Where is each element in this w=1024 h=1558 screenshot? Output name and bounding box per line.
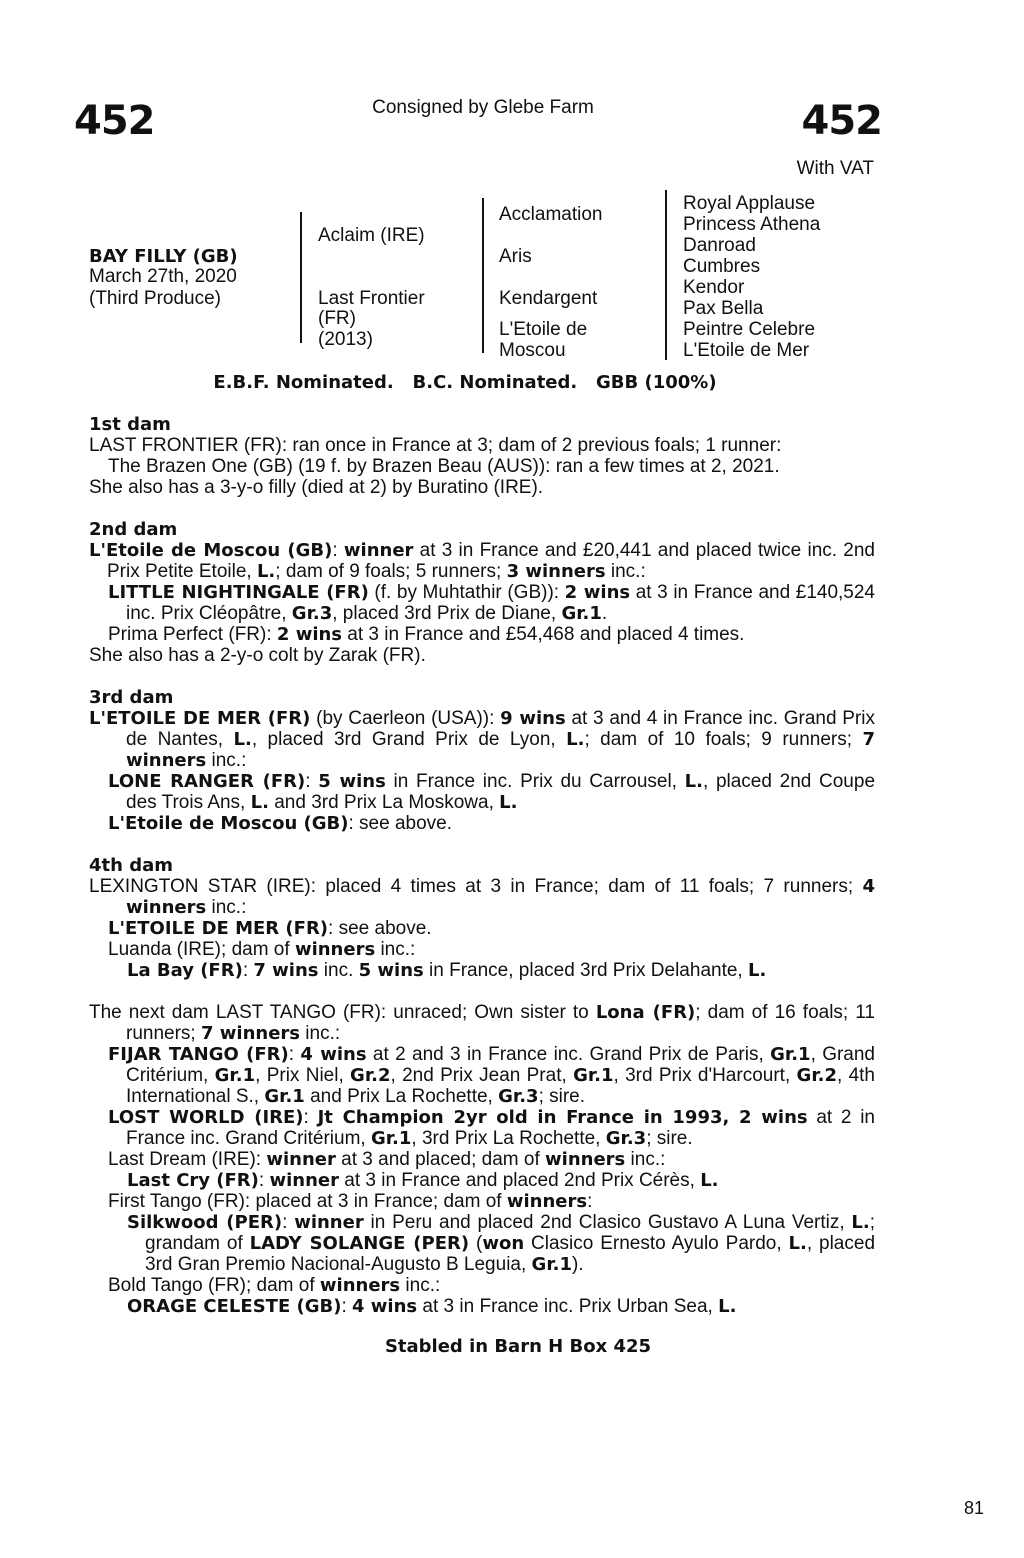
race-grade: L. — [747, 960, 767, 981]
horse-name: ORAGE CELESTE (GB) — [127, 1296, 342, 1317]
text: , Grand Critérium, — [126, 1044, 875, 1086]
fourth-dam-text — [89, 876, 875, 918]
highlight: winners — [319, 1275, 401, 1296]
text: and Prix La Rochette, — [304, 1086, 499, 1107]
text: inc.: — [400, 1275, 441, 1296]
highlight: winner — [266, 1149, 336, 1170]
text: : see above. — [328, 918, 432, 939]
horse-name: LOST WORLD (IRE) — [108, 1107, 304, 1128]
race-grade: L. — [788, 1233, 807, 1254]
race-grade: Gr.2 — [350, 1065, 391, 1086]
produce-entry — [89, 918, 875, 939]
text: Bold Tango (FR); dam of — [108, 1275, 320, 1296]
text: in Peru and placed 2nd Clasico Gustavo A Luna Vertiz, — [363, 1212, 852, 1233]
third-dam-text — [89, 708, 875, 771]
text: , placed 2nd Coupe des Trois Ans, — [126, 771, 876, 813]
granddam-paternal: Aris — [499, 246, 532, 267]
horse-name: LONE RANGER (FR) — [108, 771, 306, 792]
dam-year: (2013) — [318, 329, 373, 350]
race-grade: Gr.3 — [291, 603, 333, 624]
text: LEXINGTON STAR (IRE): placed 4 times at 3 in France; dam of 11 foals; 7 runners; — [89, 876, 863, 897]
pedigree-divider-3 — [665, 190, 667, 360]
produce-entry: The Brazen One (GB) (19 f. by Brazen Beau (AUS)): ran a few times at 2, 2021. — [108, 456, 780, 477]
produce-entry — [89, 1212, 875, 1275]
text: and 3rd Prix La Moskowa, — [268, 792, 500, 813]
text: : — [332, 540, 344, 561]
text: : — [305, 771, 319, 792]
great-grandparent-1: Royal Applause — [683, 193, 816, 214]
great-grandparent-3: Danroad — [683, 235, 756, 256]
text: : — [282, 1212, 295, 1233]
text: First Tango (FR): placed at 3 in France; dam of — [108, 1191, 507, 1212]
text: ; sire. — [538, 1086, 586, 1107]
great-grandparent-4: Cumbres — [683, 256, 761, 277]
text: at 3 in France and £140,524 inc. Prix Cléopâtre, — [126, 582, 876, 624]
text: Luanda (IRE); dam of — [108, 939, 295, 960]
text: , 2nd Prix Jean Prat, — [390, 1065, 574, 1086]
first-dam-text: LAST FRONTIER (FR): ran once in France at 3; dam of 2 previous foals; 1 runner: — [89, 435, 782, 456]
race-grade: Gr.1 — [264, 1086, 305, 1107]
text: , 4th International S., — [126, 1065, 875, 1107]
horse-name: LADY SOLANGE (PER) — [249, 1233, 470, 1254]
text: : — [242, 960, 254, 981]
highlight: 7 wins — [253, 960, 319, 981]
date-of-birth: March 27th, 2020 — [89, 266, 237, 287]
great-grandparent-5: Kendor — [683, 277, 745, 298]
race-grade: L. — [684, 771, 703, 792]
highlight: won — [482, 1233, 525, 1254]
lot-number-right: 452 — [801, 98, 882, 144]
horse-name: Silkwood (PER) — [127, 1212, 283, 1233]
text: ; dam of 16 foals; 11 runners; — [126, 1002, 875, 1044]
pedigree-divider-1 — [300, 212, 302, 343]
text: , 3rd Prix d'Harcourt, — [613, 1065, 797, 1086]
next-dam-section — [89, 1002, 875, 1317]
text: at 2 and 3 in France inc. Grand Prix de Paris, — [366, 1044, 771, 1065]
highlight: 5 wins — [318, 771, 386, 792]
highlight: 4 winners — [126, 876, 875, 918]
text: at 3 and 4 in France inc. Grand Prix de Nantes, — [126, 708, 875, 750]
text: inc. — [318, 960, 359, 981]
race-grade: L. — [499, 792, 518, 813]
produce-entry — [89, 1107, 875, 1149]
horse-name: L'Etoile de Moscou (GB) — [108, 813, 349, 834]
pedigree-divider-2 — [482, 198, 484, 353]
horse-name: L'Etoile de Moscou (GB) — [89, 540, 333, 561]
text: (by Caerleon (USA)): — [310, 708, 501, 729]
highlight: Jt Champion 2yr old in France in 1993, 2 wins — [317, 1107, 808, 1128]
text: (f. by Muhtathir (GB)): — [368, 582, 565, 603]
text: Clasico Ernesto Ayulo Pardo, — [524, 1233, 789, 1254]
great-grandparent-6: Pax Bella — [683, 298, 764, 319]
text: at 3 in France and placed 2nd Prix Cérès, — [338, 1170, 701, 1191]
text: in France, placed 3rd Prix Delahante, — [423, 960, 748, 981]
highlight: 7 winners — [200, 1023, 301, 1044]
dam-name: Last Frontier — [318, 288, 425, 309]
lot-number-left: 452 — [74, 98, 155, 144]
text: inc.: — [375, 939, 416, 960]
vat-note: With VAT — [796, 158, 874, 179]
stabling-info: Stabled in Barn H Box 425 — [384, 1336, 652, 1357]
horse-name: BAY FILLY (GB) — [89, 246, 238, 267]
dam-country: (FR) — [318, 308, 356, 329]
consignor: Consigned by Glebe Farm — [372, 97, 594, 118]
highlight: 4 wins — [352, 1296, 418, 1317]
highlight: winner — [343, 540, 414, 561]
race-grade: Gr.1 — [214, 1065, 256, 1086]
text: The next dam LAST TANGO (FR): unraced; Own sister to — [89, 1002, 596, 1023]
text: : — [587, 1191, 593, 1212]
first-dam-section — [89, 414, 875, 498]
third-dam-heading: 3rd dam — [89, 687, 174, 708]
text: ; dam of 10 foals; 9 runners; — [584, 729, 863, 750]
highlight: winner — [294, 1212, 364, 1233]
text: ; sire. — [646, 1128, 693, 1149]
grandsire-paternal: Acclamation — [499, 204, 603, 225]
highlight: 3 winners — [506, 561, 606, 582]
race-grade: L. — [256, 561, 276, 582]
second-dam-section — [89, 519, 875, 666]
text: ). — [572, 1254, 584, 1275]
text: , Prix Niel, — [255, 1065, 351, 1086]
horse-name: FIJAR TANGO (FR) — [108, 1044, 289, 1065]
highlight: winners — [294, 939, 376, 960]
text: , placed 3rd Prix de Diane, — [332, 603, 562, 624]
sire: Aclaim (IRE) — [318, 225, 425, 246]
next-dam-text — [89, 1002, 875, 1044]
highlight: 9 wins — [500, 708, 566, 729]
text: : — [303, 1107, 318, 1128]
text: in France inc. Prix du Carrousel, — [385, 771, 685, 792]
race-grade: L. — [700, 1170, 719, 1191]
grandsire-maternal: Kendargent — [499, 288, 598, 309]
catalogue-body — [89, 414, 875, 1317]
text: inc.: — [625, 1149, 666, 1170]
highlight: 5 wins — [358, 960, 424, 981]
race-grade: Gr.1 — [531, 1254, 572, 1275]
text: at 3 and placed; dam of — [335, 1149, 546, 1170]
nominations: E.B.F. Nominated. B.C. Nominated. GBB (100%) — [213, 372, 717, 393]
text: Prima Perfect (FR): — [108, 624, 277, 645]
produce-entry — [89, 1296, 875, 1317]
produce-entry — [89, 1149, 875, 1170]
text: : — [341, 1296, 353, 1317]
produce-note: (Third Produce) — [89, 288, 221, 309]
produce-entry — [89, 582, 875, 624]
race-grade: Gr.2 — [796, 1065, 837, 1086]
race-grade: Gr.1 — [573, 1065, 614, 1086]
great-grandparent-2: Princess Athena — [683, 214, 821, 235]
produce-note: She also has a 3-y-o filly (died at 2) by Buratino (IRE). — [89, 477, 544, 498]
first-dam-heading: 1st dam — [89, 414, 171, 435]
produce-entry — [89, 1191, 875, 1212]
race-grade: Gr.1 — [370, 1128, 412, 1149]
page-number: 81 — [963, 1498, 984, 1518]
second-dam-heading: 2nd dam — [89, 519, 178, 540]
great-grandparent-7: Peintre Celebre — [683, 319, 816, 340]
text: inc.: — [605, 561, 646, 582]
text: , placed 3rd Gran Premio Nacional-Augusto B Leguia, — [145, 1233, 876, 1275]
text: ( — [469, 1233, 483, 1254]
horse-name: LITTLE NIGHTINGALE (FR) — [108, 582, 369, 603]
produce-entry — [89, 939, 875, 960]
highlight: winners — [506, 1191, 588, 1212]
highlight: winners — [545, 1149, 626, 1170]
race-grade: Gr.1 — [561, 603, 602, 624]
race-grade: L. — [851, 1212, 870, 1233]
great-grandparent-8: L'Etoile de Mer — [683, 340, 810, 361]
text: : — [258, 1170, 270, 1191]
highlight: winner — [269, 1170, 339, 1191]
horse-name: L'ETOILE DE MER (FR) — [89, 708, 311, 729]
highlight: 4 wins — [300, 1044, 367, 1065]
race-grade: L. — [718, 1296, 737, 1317]
highlight: 7 winners — [126, 729, 875, 771]
highlight: 2 wins — [276, 624, 343, 645]
text: . — [601, 603, 608, 624]
produce-entry — [89, 771, 875, 813]
horse-name: Last Cry (FR) — [127, 1170, 259, 1191]
produce-entry — [89, 813, 875, 834]
horse-name: La Bay (FR) — [127, 960, 243, 981]
produce-entry — [89, 960, 875, 981]
text: ; grandam of — [145, 1212, 876, 1254]
text: ; dam of 9 foals; 5 runners; — [275, 561, 507, 582]
produce-entry — [89, 624, 875, 645]
highlight: 2 wins — [564, 582, 631, 603]
text: : — [288, 1044, 301, 1065]
text: at 3 in France inc. Prix Urban Sea, — [417, 1296, 719, 1317]
produce-entry — [89, 1044, 875, 1107]
granddam-maternal-line1: L'Etoile de — [499, 319, 588, 340]
race-grade: L. — [233, 729, 252, 750]
granddam-maternal-line2: Moscou — [499, 340, 566, 361]
text: at 3 in France and £20,441 and placed twice inc. 2nd Prix Petite Etoile, — [107, 540, 875, 582]
text: inc.: — [300, 1023, 341, 1044]
text: , 3rd Prix La Rochette, — [411, 1128, 606, 1149]
produce-note: She also has a 2-y-o colt by Zarak (FR). — [89, 645, 426, 666]
horse-name: L'ETOILE DE MER (FR) — [108, 918, 329, 939]
second-dam-text — [89, 540, 875, 582]
text: at 2 in France inc. Grand Critérium, — [126, 1107, 876, 1149]
race-grade: Gr.3 — [605, 1128, 647, 1149]
third-dam-section — [89, 687, 875, 834]
text: inc.: — [206, 897, 247, 918]
text: : see above. — [348, 813, 453, 834]
text: , placed 3rd Grand Prix de Lyon, — [251, 729, 567, 750]
text: at 3 in France and £54,468 and placed 4 times. — [342, 624, 745, 645]
fourth-dam-heading: 4th dam — [89, 855, 173, 876]
race-grade: L. — [566, 729, 585, 750]
horse-name: Lona (FR) — [595, 1002, 696, 1023]
text: inc.: — [206, 750, 247, 771]
fourth-dam-section — [89, 855, 875, 981]
produce-entry — [89, 1275, 875, 1296]
text: Last Dream (IRE): — [108, 1149, 267, 1170]
race-grade: Gr.1 — [770, 1044, 811, 1065]
race-grade: L. — [250, 792, 269, 813]
race-grade: Gr.3 — [498, 1086, 539, 1107]
produce-entry — [89, 1170, 875, 1191]
